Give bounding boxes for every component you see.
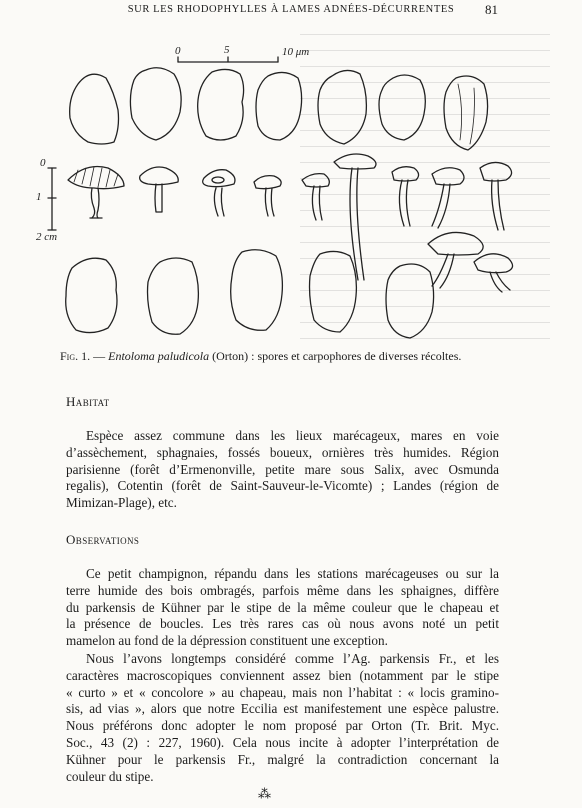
- spore-5: [318, 70, 366, 144]
- observations-line: sis, ad vias », alors que notre Eccilia est manifestement une espèce palustre.: [66, 701, 499, 717]
- observations-line: Kühner pour le parkensis Fr., malgré la contradiction concernant la: [66, 751, 499, 767]
- spore-10: [231, 250, 283, 331]
- carpophore-2: [140, 167, 179, 212]
- observations-line: Nous préférons donc adopter le nom proposé par Orton (Tr. Brit. Myc.: [66, 718, 499, 734]
- caption-species: Entoloma paludicola: [108, 349, 210, 363]
- observations-line: Soc., 43 (2) : 227, 1960). Cela nous incite à adopter l’interprétation de: [66, 734, 499, 750]
- spore-9: [148, 258, 199, 334]
- figure-caption: Fig. 1. — Entoloma paludicola (Orton) : spores et carpophores de diverses récoltes.: [60, 349, 462, 363]
- carpophore-8: [432, 168, 464, 228]
- observations-heading: Observations: [66, 532, 140, 547]
- carpophore-6: [334, 154, 376, 280]
- scale-left-two-label: 2 cm: [36, 231, 58, 243]
- spore-4: [256, 72, 302, 140]
- carpophore-7: [392, 167, 419, 226]
- observations-line: Nous l’avons longtemps considéré comme l’Ag. parkensis Fr., et les: [86, 651, 499, 666]
- carpophore-4: [254, 176, 281, 216]
- observations-paragraph-1: [66, 566, 499, 650]
- observations-line: Ce petit champignon, répandu dans les stations marécageuses ou sur la: [86, 566, 499, 581]
- spore-12: [386, 264, 434, 338]
- running-head: SUR LES RHODOPHYLLES À LAMES ADNÉES-DÉCURRENTES: [127, 4, 455, 15]
- habitat-line: d’assèchement, sphagnaies, fossés boueux, ornières très humides. Région: [66, 444, 499, 460]
- carpophore-1: [68, 167, 124, 219]
- observations-line: mamelon au fond de la dépression constituent une exception.: [66, 633, 388, 649]
- spore-3: [198, 69, 244, 140]
- habitat-line: Espèce assez commune dans les lieux marécageux, mares en voie: [86, 428, 499, 443]
- asterism-separator: ⁂: [258, 786, 271, 801]
- observations-line: caractères macroscopiques conviennent assez bien (notamment par le stipe: [66, 667, 499, 683]
- scale-left-zero-label: 0: [40, 157, 46, 169]
- observations-line: couleur du stipe.: [66, 768, 154, 784]
- carpophore-10: [428, 232, 513, 292]
- spore-7: [444, 76, 488, 150]
- scale-bar-top: [178, 57, 278, 62]
- spore-1: [70, 74, 119, 144]
- spore-6: [379, 75, 425, 140]
- page-number: 81: [485, 2, 498, 17]
- caption-label: Fig. 1.: [60, 349, 91, 363]
- scale-top-five-label: 5: [224, 44, 230, 56]
- carpophore-5: [302, 174, 329, 220]
- spore-8: [66, 258, 117, 332]
- habitat-line: parisienne (forêt d’Ermenonville, petite mare sous Salix, avec Osmunda: [66, 461, 499, 477]
- scale-top-unit-label: 10 μm: [282, 46, 310, 58]
- habitat-heading: Habitat: [66, 394, 110, 409]
- carpophore-3: [203, 170, 235, 216]
- caption-text: (Orton) : spores et carpophores de diverses récoltes.: [209, 349, 462, 363]
- habitat-line: Mimizan-Plage), etc.: [66, 495, 177, 511]
- scale-left-one-label: 1: [36, 191, 42, 203]
- observations-line: « curto » et « concolore » au chapeau, mais non l’habitat : « locis gramino-: [66, 684, 499, 700]
- observations-line: terre humide des bois ombragés, parfois même dans les sphaignes, diffère: [66, 582, 499, 598]
- observations-paragraph-2: [66, 651, 499, 785]
- habitat-paragraph: [66, 428, 499, 512]
- scale-top-zero-label: 0: [175, 45, 181, 57]
- spore-2: [130, 68, 181, 140]
- observations-line: du parkensis de Kühner par le stipe de la même couleur que le chapeau et: [66, 599, 499, 615]
- carpophore-9: [480, 162, 512, 230]
- observations-line: la présence de boucles. Les très rares cas où nous avons noté un petit: [66, 616, 499, 632]
- figure-drawing: [28, 40, 548, 350]
- habitat-line: regalis), Cotentin (forêt de Saint-Sauveur-le-Vicomte) ; Landes (région de: [66, 478, 499, 494]
- spore-11: [310, 251, 357, 332]
- scale-bar-left: [48, 168, 56, 230]
